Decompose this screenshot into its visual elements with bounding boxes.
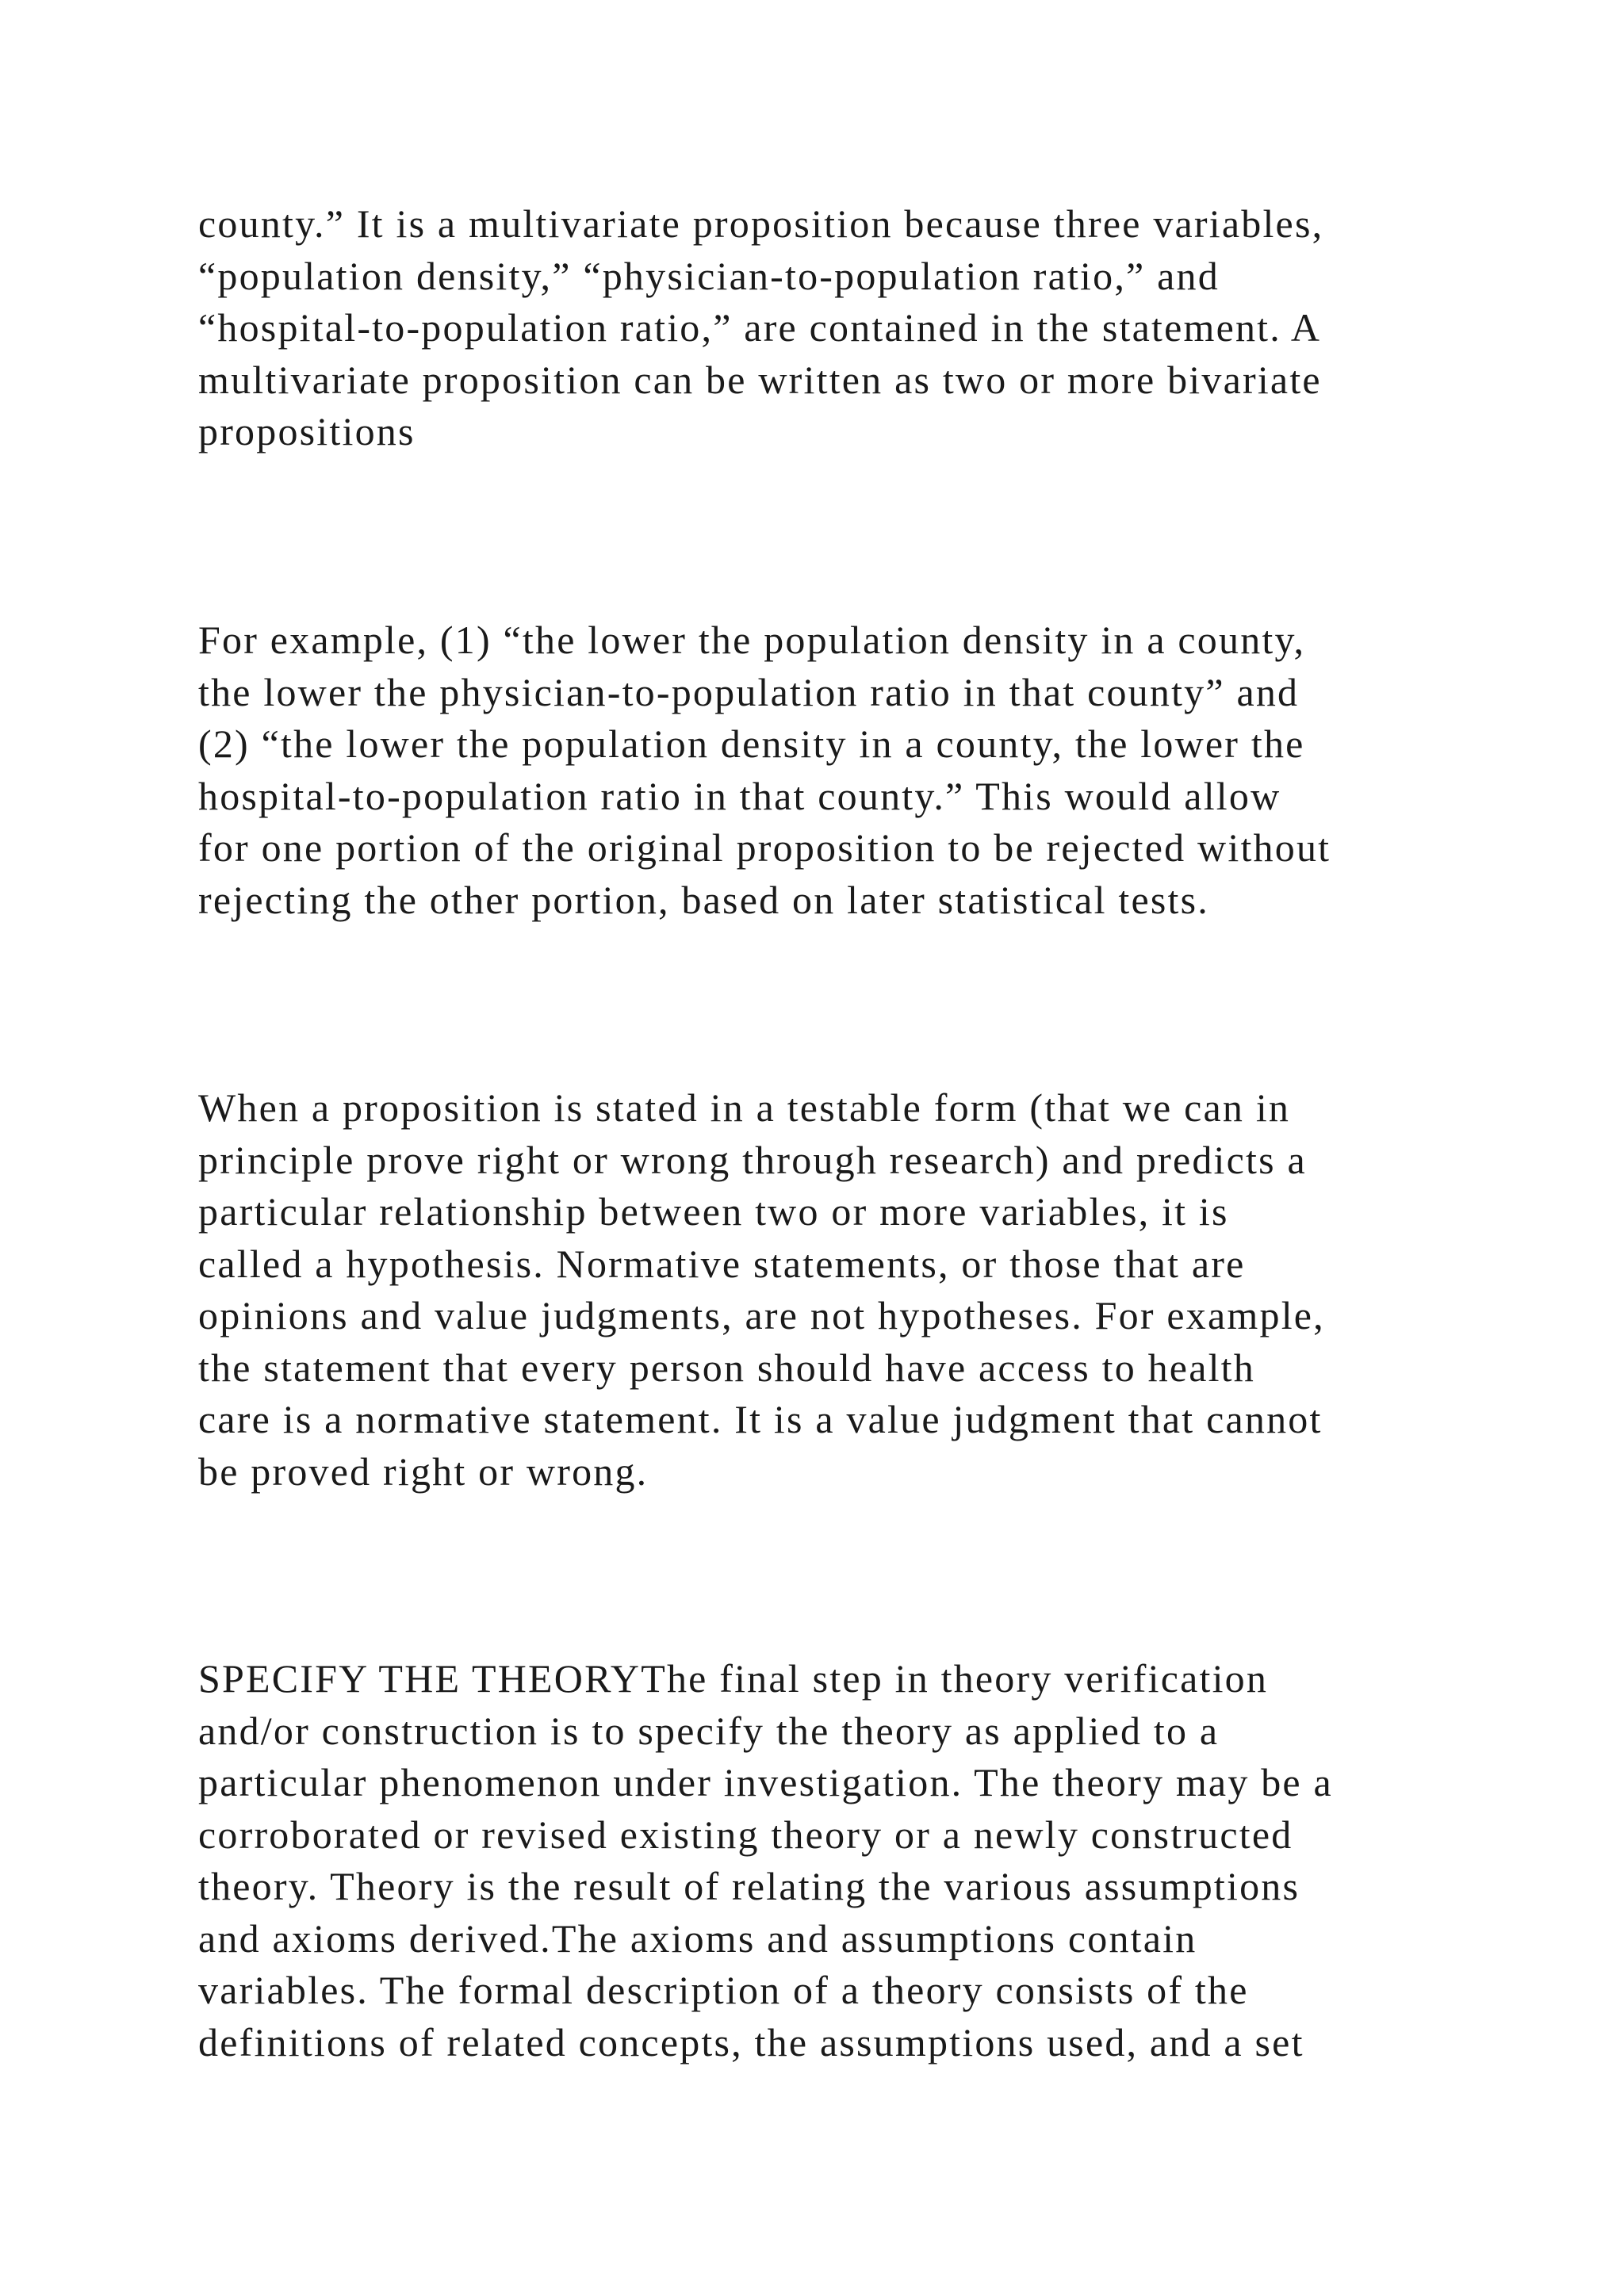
text-line: for one portion of the original proposition to be rejected without: [198, 825, 1331, 870]
text-line: For example, (1) “the lower the population density in a county,: [198, 618, 1306, 662]
text-line: (2) “the lower the population density in a county, the lower the: [198, 721, 1305, 766]
text-line: particular phenomenon under investigation. The theory may be a: [198, 1760, 1333, 1804]
paragraph-hypothesis: [198, 1082, 1467, 1498]
text-line: “hospital-to-population ratio,” are contained in the statement. A: [198, 305, 1322, 350]
text-line: opinions and value judgments, are not hypotheses. For example,: [198, 1293, 1325, 1337]
text-line: and axioms derived.The axioms and assumptions contain: [198, 1915, 1197, 1961]
text-line: particular relationship between two or more variables, it is: [198, 1189, 1229, 1234]
text-line: be proved right or wrong.: [198, 1448, 649, 1494]
text-line: definitions of related concepts, the assumptions used, and a set: [198, 2019, 1304, 2064]
text-line: called a hypothesis. Normative statements, or those that are: [198, 1241, 1246, 1286]
paragraph-example: [198, 614, 1467, 926]
text-line: “population density,” “physician-to-population ratio,” and: [198, 253, 1220, 298]
text-line: variables. The formal description of a theory consists of the: [198, 1968, 1249, 2012]
text-line: hospital-to-population ratio in that county.” This would allow: [198, 773, 1281, 818]
text-line: county.” It is a multivariate proposition because three variables,: [198, 201, 1324, 246]
text-line: When a proposition is stated in a testable form (that we can in: [198, 1085, 1291, 1130]
text-line: propositions: [198, 409, 416, 453]
text-line: rejecting the other portion, based on later statistical tests.: [198, 877, 1209, 922]
text-line: principle prove right or wrong through research) and predicts a: [198, 1137, 1307, 1182]
text-line: theory. Theory is the result of relating the various assumptions: [198, 1864, 1300, 1908]
text-line: SPECIFY THE THEORYThe final step in theory verification: [198, 1656, 1269, 1701]
text-line: the lower the physician-to-population ratio in that county” and: [198, 669, 1300, 714]
paragraph-multivariate-proposition: [198, 198, 1467, 458]
paragraph-specify-theory: [198, 1653, 1467, 2068]
text-line: care is a normative statement. It is a value judgment that cannot: [198, 1397, 1323, 1441]
text-line: multivariate proposition can be written as two or more bivariate: [198, 357, 1322, 402]
text-line: and/or construction is to specify the theory as applied to a: [198, 1708, 1220, 1753]
text-line: corroborated or revised existing theory or a newly constructed: [198, 1812, 1293, 1857]
text-line: the statement that every person should have access to health: [198, 1345, 1255, 1390]
